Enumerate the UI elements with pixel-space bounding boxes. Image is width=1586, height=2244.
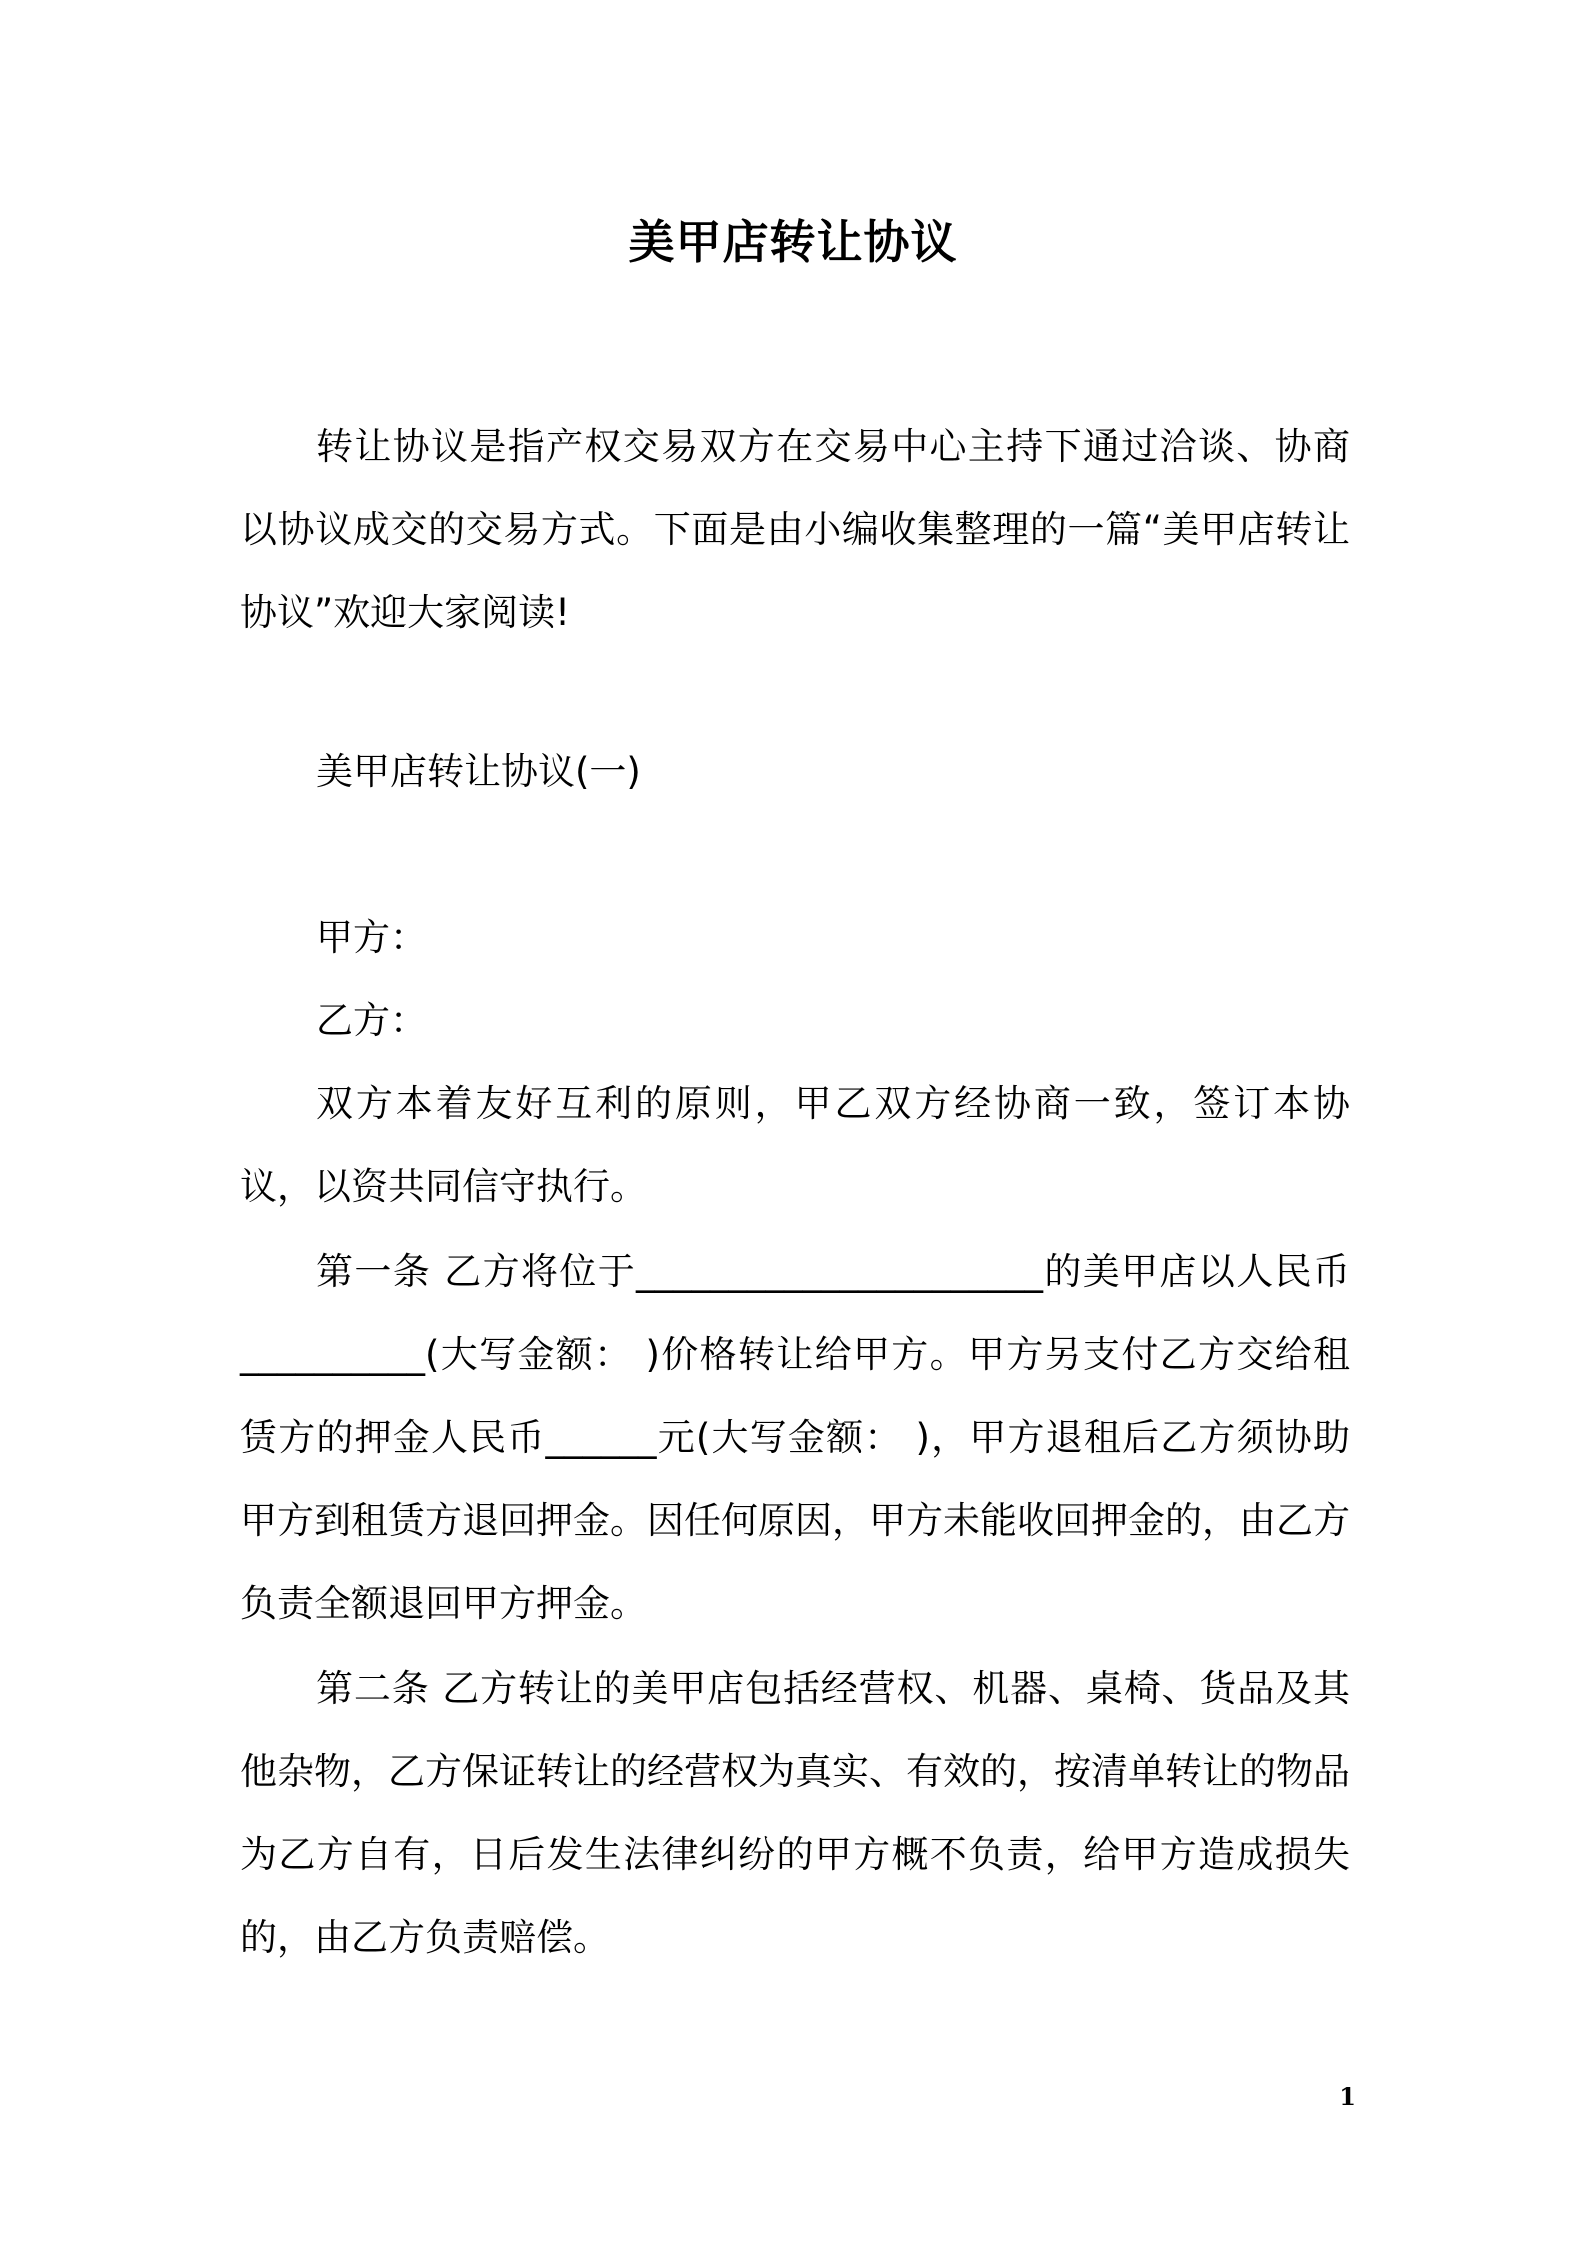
section-heading: 美甲店转让协议(一) [316, 750, 641, 793]
article-2-paragraph: 第二条 乙方转让的美甲店包括经营权、机器、桌椅、货品及其他杂物，乙方保证转让的经营权为真实、有效的，按清单转让的物品为乙方自有，日后发生法律纠纷的甲方概不负责，给甲方造成损失的，由乙方负责赔偿。 [240, 1667, 1350, 1959]
article-1-paragraph: 第一条 乙方将位于______________________的美甲店以人民币__________(大写金额： )价格转让给甲方。甲方另支付乙方交给租赁方的押金人民币______元(大写金额： )，甲方退租后乙方须协助甲方到租赁方退回押金。因任何原因，甲方未能收回押金的，由乙方负责全额退回甲方押金。 [240, 1250, 1350, 1625]
intro-paragraph: 转让协议是指产权交易双方在交易中心主持下通过洽谈、协商以协议成交的交易方式。下面是由小编收集整理的一篇“美甲店转让协议”欢迎大家阅读! [240, 425, 1350, 634]
principle-paragraph: 双方本着友好互利的原则，甲乙双方经协商一致，签订本协议，以资共同信守执行。 [240, 1082, 1350, 1208]
party-a-label: 甲方： [316, 916, 427, 959]
party-b-label: 乙方： [316, 999, 427, 1042]
page-number: 1 [1339, 2082, 1356, 2111]
document-title: 美甲店转让协议 [628, 215, 958, 269]
